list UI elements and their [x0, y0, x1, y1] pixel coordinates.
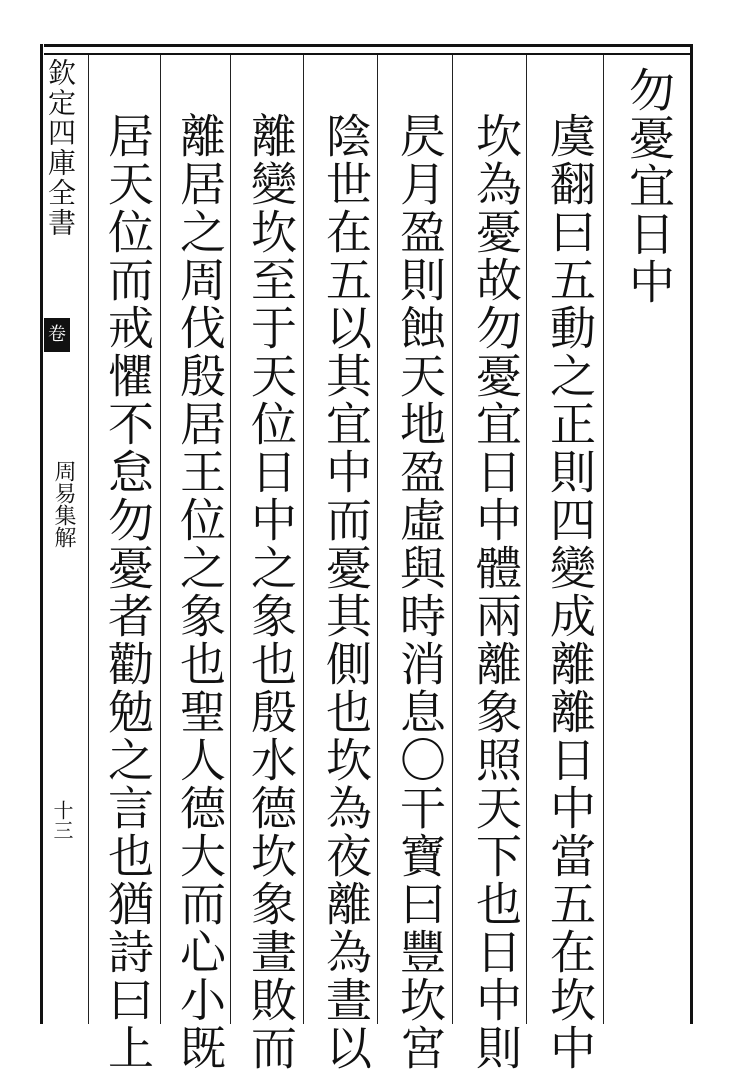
text-column-7: 離居之周伐殷居王位之象也聖人德大而心小既 [173, 112, 227, 1072]
column-divider [452, 55, 453, 1024]
column-divider [377, 55, 378, 1024]
text-column-3: 坎為憂故勿憂宜日中體兩離象照天下也日中則 [469, 112, 523, 1072]
top-border [44, 44, 692, 47]
column-divider [526, 55, 527, 1024]
text-column-4: 昃月盈則蝕天地盈虛與時消息〇干寶曰豐坎宮 [393, 112, 447, 1072]
column-divider [303, 55, 304, 1024]
text-column-6: 離變坎至于天位日中之象也殷水德坎象晝敗而 [244, 112, 298, 1072]
text-column-1: 勿憂宜日中 [622, 66, 676, 306]
column-divider [88, 55, 89, 1024]
text-column-5: 陰世在五以其宜中而憂其側也坎為夜離為晝以 [319, 112, 373, 1072]
column-divider [160, 55, 161, 1024]
margin-book-title: 周易集解 [51, 460, 76, 548]
text-column-2: 虞翻曰五動之正則四變成離離日中當五在坎中 [543, 112, 597, 1072]
margin-collection-title: 欽定四庫全書 [44, 58, 77, 238]
column-divider [603, 55, 604, 1024]
text-column-8: 居天位而戒懼不怠勿憂者勸勉之言也猶詩曰上 [101, 112, 155, 1072]
top-border-inner [44, 53, 692, 55]
margin-fish-tail-mark: 卷 [44, 318, 70, 352]
margin-page-number: 十三 [50, 800, 74, 840]
right-border [690, 44, 693, 1024]
column-divider [230, 55, 231, 1024]
left-border [40, 44, 43, 1024]
